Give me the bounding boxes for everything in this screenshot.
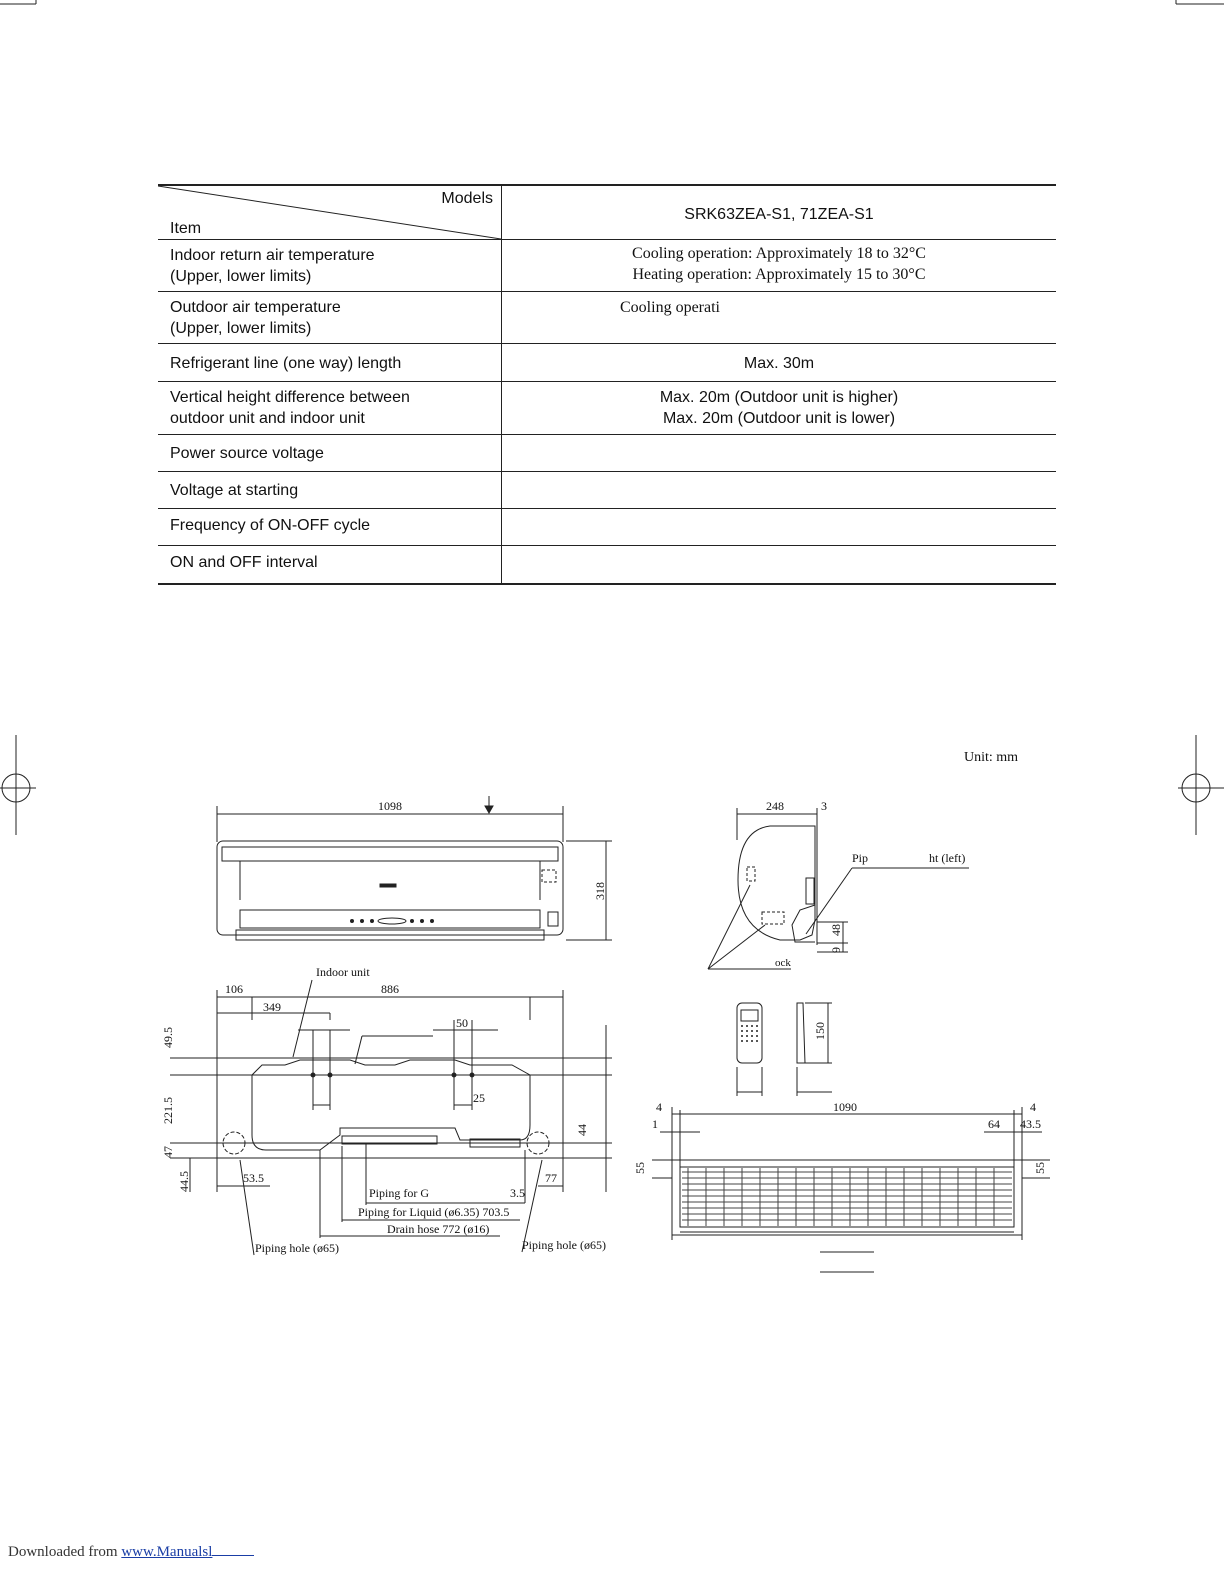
header-item: Item: [170, 220, 202, 237]
dim-47: 47: [161, 1146, 175, 1158]
dim-3: 3: [821, 799, 827, 813]
row-item: ON and OFF interval: [170, 554, 318, 571]
row-item-line1: Vertical height difference between: [170, 389, 410, 406]
dim-height: 318: [593, 882, 607, 900]
unit-label: Unit: mm: [964, 750, 1019, 765]
dim-106: 106: [225, 982, 243, 996]
dim-9: 9: [829, 947, 843, 953]
dim-248: 248: [766, 799, 784, 813]
row-value-line2: Max. 20m (Outdoor unit is lower): [662, 410, 896, 427]
header-models: Models: [441, 190, 493, 207]
label-piping-gas-tail: 3.5: [510, 1186, 525, 1200]
row-item-line2: outdoor unit and indoor unit: [170, 410, 365, 427]
dim-77: 77: [545, 1171, 557, 1185]
row-item: Power source voltage: [170, 445, 324, 462]
label-ock: ock: [775, 957, 791, 969]
row-value-line1: Cooling operati: [620, 299, 720, 316]
row-item-line1: Indoor return air temperature: [170, 247, 375, 264]
label-piping-liquid: Piping for Liquid (ø6.35) 703.5: [358, 1205, 510, 1219]
dim-25: 25: [473, 1091, 485, 1105]
dim-1090: 1090: [833, 1100, 857, 1114]
footer-link[interactable]: www.Manualsl: [121, 1544, 213, 1560]
dim-44-5: 44.5: [177, 1171, 191, 1192]
registration-mark-left: [0, 735, 36, 835]
dim-221-5: 221.5: [161, 1097, 175, 1124]
dim-48: 48: [829, 924, 843, 936]
dim-64: 64: [988, 1117, 1000, 1131]
label-pip: Pip: [852, 851, 869, 865]
row-value-line1: Cooling operation: Approximately 18 to 32°C: [632, 245, 926, 262]
header-model-value: SRK63ZEA-S1, 71ZEA-S1: [684, 206, 874, 223]
dim-50: 50: [456, 1016, 468, 1030]
dim-55-left: 55: [633, 1162, 647, 1174]
row-value-line1: Max. 20m (Outdoor unit is higher): [659, 389, 899, 406]
row-value-line2: Heating operation: Approximately 15 to 30°C: [632, 266, 926, 283]
dim-4-left: 4: [656, 1100, 662, 1114]
dim-53-5: 53.5: [243, 1171, 264, 1185]
row-item: Refrigerant line (one way) length: [170, 355, 402, 372]
dim-1: 1: [652, 1117, 658, 1131]
indoor-unit-front-view: [217, 796, 612, 940]
dim-44: 44: [575, 1124, 589, 1136]
dim-150: 150: [813, 1022, 827, 1040]
registration-mark-right: [1178, 735, 1224, 835]
indoor-unit-side-view: [708, 808, 969, 969]
label-piping-gas: Piping for G: [369, 1186, 429, 1200]
dim-49-5: 49.5: [161, 1027, 175, 1048]
remote-control-views: [737, 1003, 832, 1096]
dim-width: 1098: [378, 799, 402, 813]
row-value: Max. 30m: [743, 355, 815, 372]
label-indoor-unit: Indoor unit: [316, 965, 370, 979]
footer-source: [8, 1543, 254, 1561]
dim-4-right: 4: [1030, 1100, 1036, 1114]
row-item: Voltage at starting: [170, 482, 299, 499]
top-view-grille: [682, 1168, 1012, 1226]
dim-886: 886: [381, 982, 399, 996]
row-item-line2: (Upper, lower limits): [170, 320, 312, 337]
row-item: Frequency of ON-OFF cycle: [170, 517, 371, 534]
label-right-left: ht (left): [929, 851, 966, 865]
label-piping-hole-left: Piping hole (ø65): [255, 1241, 339, 1255]
dim-43-5: 43.5: [1020, 1117, 1041, 1131]
label-piping-hole-right: Piping hole (ø65): [522, 1238, 606, 1252]
dim-55-right: 55: [1033, 1162, 1047, 1174]
dim-349: 349: [263, 1000, 281, 1014]
footer-prefix: Downloaded from: [8, 1544, 122, 1560]
row-item-line2: (Upper, lower limits): [170, 268, 312, 285]
label-drain-hose: Drain hose 772 (ø16): [387, 1222, 490, 1236]
row-item-line1: Outdoor air temperature: [170, 299, 341, 316]
